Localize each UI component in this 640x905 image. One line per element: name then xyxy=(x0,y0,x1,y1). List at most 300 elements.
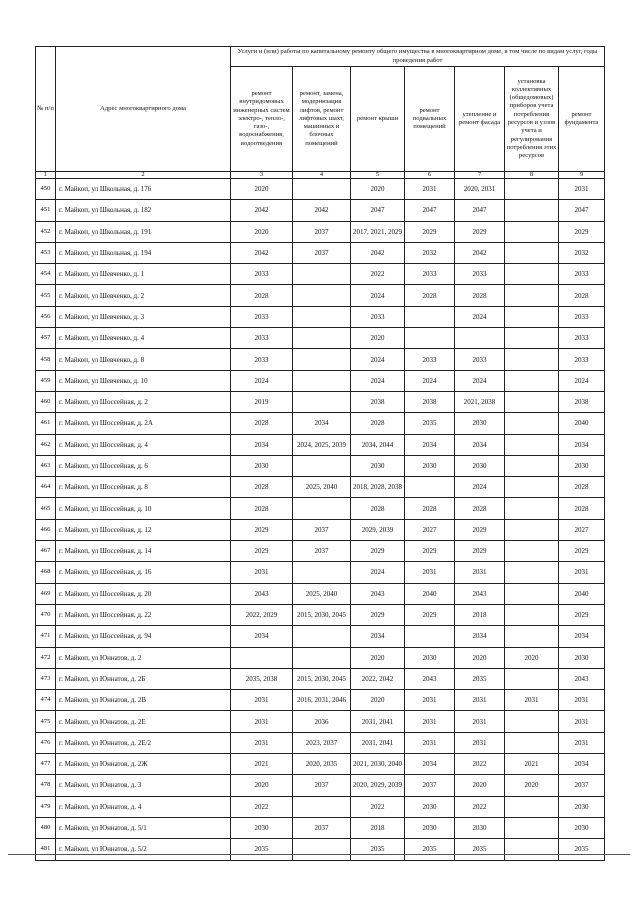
address-cell: г. Майкоп, ул Шевченко, д. 8 xyxy=(56,349,231,370)
meters-cell xyxy=(505,796,559,817)
facade-cell: 2031 xyxy=(455,562,505,583)
foundation-cell: 2028 xyxy=(559,477,605,498)
address-cell: г. Майкоп, ул Шевченко, д. 1 xyxy=(56,264,231,285)
basement-cell: 2034 xyxy=(405,754,455,775)
table-row xyxy=(36,732,605,753)
meters-cell xyxy=(505,583,559,604)
address-cell: г. Майкоп, ул Шевченко, д. 2 xyxy=(56,285,231,306)
table-row xyxy=(36,455,605,476)
table-row xyxy=(36,242,605,263)
row-number: 458 xyxy=(36,349,56,370)
table-row xyxy=(36,200,605,221)
elevators-cell: 2042 xyxy=(293,200,351,221)
roof-cell: 2031, 2041 xyxy=(351,711,405,732)
facade-cell: 2043 xyxy=(455,583,505,604)
row-number: 473 xyxy=(36,668,56,689)
row-number: 460 xyxy=(36,391,56,412)
engineering-systems-cell: 2029 xyxy=(231,519,293,540)
elevators-cell xyxy=(293,264,351,285)
elevators-cell xyxy=(293,306,351,327)
address-cell: г. Майкоп, ул Шоссейная, д. 10 xyxy=(56,498,231,519)
elevators-cell: 2015, 2030, 2045 xyxy=(293,604,351,625)
meters-cell xyxy=(505,370,559,391)
table-row xyxy=(36,583,605,604)
foundation-cell: 2030 xyxy=(559,647,605,668)
engineering-systems-cell: 2035, 2038 xyxy=(231,668,293,689)
facade-cell: 2024 xyxy=(455,306,505,327)
foundation-cell: 2030 xyxy=(559,455,605,476)
header-group: Услуги и (или) работы по капитальному ремонту общего имущества в многоквартирном доме, в том числе по видам услуг, годы проведения работ xyxy=(231,47,605,67)
roof-cell: 2029 xyxy=(351,541,405,562)
roof-cell: 2029 xyxy=(351,604,405,625)
roof-cell: 2034 xyxy=(351,626,405,647)
elevators-cell: 2016, 2031, 2046 xyxy=(293,690,351,711)
table-row xyxy=(36,519,605,540)
roof-cell: 2030 xyxy=(351,455,405,476)
foundation-cell: 2040 xyxy=(559,583,605,604)
table-row xyxy=(36,626,605,647)
basement-cell: 2037 xyxy=(405,775,455,796)
address-cell: г. Майкоп, ул Юннатов, д. 2Е/2 xyxy=(56,732,231,753)
table-row xyxy=(36,349,605,370)
column-number: 2 xyxy=(56,172,231,179)
table-row xyxy=(36,413,605,434)
table-row xyxy=(36,541,605,562)
facade-cell: 2020 xyxy=(455,647,505,668)
elevators-cell: 2024, 2025, 2039 xyxy=(293,434,351,455)
meters-cell xyxy=(505,455,559,476)
basement-cell: 2034 xyxy=(405,434,455,455)
facade-cell: 2020, 2031 xyxy=(455,179,505,200)
foundation-cell: 2033 xyxy=(559,264,605,285)
row-number: 475 xyxy=(36,711,56,732)
foundation-cell: 2035 xyxy=(559,839,605,860)
basement-cell: 2031 xyxy=(405,179,455,200)
address-cell: г. Майкоп, ул Шоссейная, д. 20 xyxy=(56,583,231,604)
address-cell: г. Майкоп, ул Шевченко, д. 4 xyxy=(56,328,231,349)
meters-cell xyxy=(505,711,559,732)
elevators-cell xyxy=(293,796,351,817)
basement-cell: 2038 xyxy=(405,391,455,412)
address-cell: г. Майкоп, ул Шоссейная, д. 16 xyxy=(56,562,231,583)
elevators-cell: 2015, 2030, 2045 xyxy=(293,668,351,689)
foundation-cell: 2033 xyxy=(559,349,605,370)
foundation-cell: 2024 xyxy=(559,370,605,391)
meters-cell xyxy=(505,434,559,455)
roof-cell: 2029, 2039 xyxy=(351,519,405,540)
address-cell: г. Майкоп, ул Школьная, д. 191 xyxy=(56,221,231,242)
column-number: 1 xyxy=(36,172,56,179)
engineering-systems-cell: 2028 xyxy=(231,477,293,498)
engineering-systems-cell: 2024 xyxy=(231,370,293,391)
facade-cell: 2030 xyxy=(455,817,505,838)
foundation-cell: 2037 xyxy=(559,775,605,796)
engineering-systems-cell: 2028 xyxy=(231,413,293,434)
address-cell: г. Майкоп, ул Шевченко, д. 3 xyxy=(56,306,231,327)
meters-cell xyxy=(505,391,559,412)
meters-cell xyxy=(505,349,559,370)
basement-cell: 2027 xyxy=(405,519,455,540)
facade-cell: 2029 xyxy=(455,519,505,540)
elevators-cell xyxy=(293,562,351,583)
basement-cell: 2040 xyxy=(405,583,455,604)
table-row xyxy=(36,775,605,796)
basement-cell xyxy=(405,328,455,349)
basement-cell: 2024 xyxy=(405,370,455,391)
roof-cell: 2042 xyxy=(351,242,405,263)
table-row xyxy=(36,562,605,583)
meters-cell: 2020 xyxy=(505,775,559,796)
column-number: 6 xyxy=(405,172,455,179)
engineering-systems-cell: 2035 xyxy=(231,839,293,860)
row-number: 452 xyxy=(36,221,56,242)
table-row xyxy=(36,647,605,668)
engineering-systems-cell: 2031 xyxy=(231,690,293,711)
row-number: 471 xyxy=(36,626,56,647)
elevators-cell: 2037 xyxy=(293,775,351,796)
basement-cell: 2030 xyxy=(405,647,455,668)
header-basement: ремонт подвальных помещений xyxy=(405,67,455,172)
elevators-cell xyxy=(293,328,351,349)
address-cell: г. Майкоп, ул Шоссейная, д. 6 xyxy=(56,455,231,476)
roof-cell: 2034, 2044 xyxy=(351,434,405,455)
elevators-cell xyxy=(293,626,351,647)
address-cell: г. Майкоп, ул Юннатов, д. 5/1 xyxy=(56,817,231,838)
address-cell: г. Майкоп, ул Юннатов, д. 5/2 xyxy=(56,839,231,860)
row-number: 480 xyxy=(36,817,56,838)
column-number: 3 xyxy=(231,172,293,179)
facade-cell: 2033 xyxy=(455,264,505,285)
foundation-cell: 2030 xyxy=(559,817,605,838)
basement-cell: 2028 xyxy=(405,498,455,519)
header-address: Адрес многоквартирного дома xyxy=(56,47,231,172)
table-row xyxy=(36,690,605,711)
facade-cell: 2047 xyxy=(455,200,505,221)
roof-cell: 2018 xyxy=(351,817,405,838)
facade-cell: 2031 xyxy=(455,711,505,732)
engineering-systems-cell: 2033 xyxy=(231,328,293,349)
table-row xyxy=(36,711,605,732)
elevators-cell xyxy=(293,839,351,860)
roof-cell: 2017, 2021, 2029 xyxy=(351,221,405,242)
header-meters: установка коллективных (общедомовых) приборов учета потребления ресурсов и узлов учета и регулирования потребления этих ресурсов xyxy=(505,67,559,172)
row-number: 465 xyxy=(36,498,56,519)
facade-cell: 2021, 2038 xyxy=(455,391,505,412)
elevators-cell xyxy=(293,391,351,412)
address-cell: г. Майкоп, ул Юннатов, д. 4 xyxy=(56,796,231,817)
basement-cell: 2033 xyxy=(405,264,455,285)
meters-cell xyxy=(505,498,559,519)
page-cutoff xyxy=(0,861,640,905)
facade-cell: 2028 xyxy=(455,285,505,306)
foundation-cell: 2034 xyxy=(559,754,605,775)
row-number: 454 xyxy=(36,264,56,285)
table-row xyxy=(36,391,605,412)
foundation-cell: 2028 xyxy=(559,285,605,306)
address-cell: г. Майкоп, ул Юннатов, д. 2Е xyxy=(56,711,231,732)
address-cell: г. Майкоп, ул Юннатов, д. 2Б xyxy=(56,668,231,689)
table-row xyxy=(36,306,605,327)
engineering-systems-cell: 2028 xyxy=(231,498,293,519)
basement-cell xyxy=(405,306,455,327)
meters-cell xyxy=(505,221,559,242)
facade-cell: 2033 xyxy=(455,349,505,370)
column-number: 4 xyxy=(293,172,351,179)
table-row xyxy=(36,604,605,625)
foundation-cell: 2047 xyxy=(559,200,605,221)
foundation-cell: 2030 xyxy=(559,796,605,817)
roof-cell: 2022 xyxy=(351,796,405,817)
foundation-cell: 2032 xyxy=(559,242,605,263)
row-number: 455 xyxy=(36,285,56,306)
basement-cell: 2030 xyxy=(405,796,455,817)
facade-cell: 2042 xyxy=(455,242,505,263)
facade-cell: 2035 xyxy=(455,839,505,860)
basement-cell: 2029 xyxy=(405,604,455,625)
elevators-cell xyxy=(293,370,351,391)
meters-cell xyxy=(505,413,559,434)
elevators-cell: 2025, 2040 xyxy=(293,477,351,498)
roof-cell: 2020 xyxy=(351,328,405,349)
header-foundation: ремонт фундамента xyxy=(559,67,605,172)
table-row xyxy=(36,477,605,498)
foundation-cell: 2040 xyxy=(559,413,605,434)
basement-cell: 2031 xyxy=(405,690,455,711)
roof-cell: 2038 xyxy=(351,391,405,412)
capital-repair-table xyxy=(35,46,605,861)
meters-cell xyxy=(505,519,559,540)
foundation-cell: 2038 xyxy=(559,391,605,412)
engineering-systems-cell: 2031 xyxy=(231,562,293,583)
meters-cell: 2020 xyxy=(505,647,559,668)
foundation-cell: 2033 xyxy=(559,306,605,327)
engineering-systems-cell: 2034 xyxy=(231,434,293,455)
roof-cell: 2020 xyxy=(351,647,405,668)
address-cell: г. Майкоп, ул Шоссейная, д. 4 xyxy=(56,434,231,455)
elevators-cell: 2025, 2040 xyxy=(293,583,351,604)
header-number: № п/п xyxy=(36,47,56,172)
table-row xyxy=(36,285,605,306)
engineering-systems-cell: 2022 xyxy=(231,796,293,817)
engineering-systems-cell: 2020 xyxy=(231,221,293,242)
address-cell: г. Майкоп, ул Шевченко, д. 10 xyxy=(56,370,231,391)
elevators-cell: 2037 xyxy=(293,817,351,838)
facade-cell: 2020 xyxy=(455,775,505,796)
engineering-systems-cell: 2042 xyxy=(231,200,293,221)
column-numbers-row xyxy=(36,172,605,179)
roof-cell: 2024 xyxy=(351,285,405,306)
foundation-cell: 2031 xyxy=(559,179,605,200)
elevators-cell: 2037 xyxy=(293,242,351,263)
basement-cell: 2033 xyxy=(405,349,455,370)
facade-cell: 2034 xyxy=(455,626,505,647)
meters-cell xyxy=(505,839,559,860)
row-number: 472 xyxy=(36,647,56,668)
foundation-cell: 2034 xyxy=(559,434,605,455)
address-cell: г. Майкоп, ул Шоссейная, д. 12 xyxy=(56,519,231,540)
engineering-systems-cell: 2033 xyxy=(231,349,293,370)
engineering-systems-cell: 2030 xyxy=(231,455,293,476)
meters-cell xyxy=(505,200,559,221)
header-facade: утепление и ремонт фасада xyxy=(455,67,505,172)
address-cell: г. Майкоп, ул Шоссейная, д. 94 xyxy=(56,626,231,647)
address-cell: г. Майкоп, ул Юннатов, д. 2В xyxy=(56,690,231,711)
row-number: 476 xyxy=(36,732,56,753)
engineering-systems-cell: 2019 xyxy=(231,391,293,412)
row-number: 457 xyxy=(36,328,56,349)
facade-cell: 2034 xyxy=(455,434,505,455)
engineering-systems-cell: 2031 xyxy=(231,732,293,753)
engineering-systems-cell xyxy=(231,647,293,668)
elevators-cell: 2037 xyxy=(293,519,351,540)
basement-cell: 2031 xyxy=(405,562,455,583)
basement-cell: 2047 xyxy=(405,200,455,221)
header-engineering-systems: ремонт внутридомовых инженерных систем электро-, тепло-, газо-, водоснабжения, водоотведения xyxy=(231,67,293,172)
row-number: 481 xyxy=(36,839,56,860)
meters-cell: 2021 xyxy=(505,754,559,775)
roof-cell: 2024 xyxy=(351,370,405,391)
meters-cell xyxy=(505,477,559,498)
facade-cell: 2029 xyxy=(455,221,505,242)
meters-cell xyxy=(505,285,559,306)
table-row xyxy=(36,839,605,860)
foundation-cell: 2029 xyxy=(559,541,605,562)
row-number: 451 xyxy=(36,200,56,221)
engineering-systems-cell: 2033 xyxy=(231,264,293,285)
facade-cell: 2031 xyxy=(455,690,505,711)
column-number: 9 xyxy=(559,172,605,179)
elevators-cell: 2037 xyxy=(293,221,351,242)
facade-cell: 2031 xyxy=(455,732,505,753)
basement-cell: 2029 xyxy=(405,221,455,242)
address-cell: г. Майкоп, ул Шоссейная, д. 2 xyxy=(56,391,231,412)
basement-cell: 2030 xyxy=(405,817,455,838)
address-cell: г. Майкоп, ул Шоссейная, д. 14 xyxy=(56,541,231,562)
foundation-cell: 2034 xyxy=(559,626,605,647)
roof-cell: 2020, 2029, 2039 xyxy=(351,775,405,796)
foundation-cell: 2029 xyxy=(559,604,605,625)
elevators-cell: 2023, 2037 xyxy=(293,732,351,753)
column-number: 8 xyxy=(505,172,559,179)
row-number: 474 xyxy=(36,690,56,711)
foundation-cell: 2027 xyxy=(559,519,605,540)
basement-cell: 2035 xyxy=(405,413,455,434)
facade-cell: 2022 xyxy=(455,754,505,775)
basement-cell xyxy=(405,477,455,498)
basement-cell: 2029 xyxy=(405,541,455,562)
table-header xyxy=(36,47,605,179)
row-number: 462 xyxy=(36,434,56,455)
roof-cell: 2022 xyxy=(351,264,405,285)
row-number: 477 xyxy=(36,754,56,775)
meters-cell: 2031 xyxy=(505,690,559,711)
basement-cell: 2032 xyxy=(405,242,455,263)
basement-cell: 2030 xyxy=(405,455,455,476)
engineering-systems-cell: 2033 xyxy=(231,306,293,327)
meters-cell xyxy=(505,562,559,583)
elevators-cell: 2020, 2035 xyxy=(293,754,351,775)
roof-cell: 2022, 2042 xyxy=(351,668,405,689)
address-cell: г. Майкоп, ул Школьная, д. 182 xyxy=(56,200,231,221)
elevators-cell: 2034 xyxy=(293,413,351,434)
row-number: 461 xyxy=(36,413,56,434)
basement-cell: 2028 xyxy=(405,285,455,306)
facade-cell: 2018 xyxy=(455,604,505,625)
address-cell: г. Майкоп, ул Шоссейная, д. 22 xyxy=(56,604,231,625)
foundation-cell: 2028 xyxy=(559,498,605,519)
engineering-systems-cell: 2042 xyxy=(231,242,293,263)
roof-cell: 2028 xyxy=(351,498,405,519)
facade-cell: 2024 xyxy=(455,370,505,391)
table-row xyxy=(36,328,605,349)
basement-cell: 2035 xyxy=(405,839,455,860)
roof-cell: 2035 xyxy=(351,839,405,860)
foundation-cell: 2033 xyxy=(559,328,605,349)
roof-cell: 2047 xyxy=(351,200,405,221)
elevators-cell xyxy=(293,647,351,668)
elevators-cell: 2036 xyxy=(293,711,351,732)
elevators-cell: 2037 xyxy=(293,541,351,562)
elevators-cell xyxy=(293,349,351,370)
address-cell: г. Майкоп, ул Школьная, д. 194 xyxy=(56,242,231,263)
engineering-systems-cell: 2022, 2029 xyxy=(231,604,293,625)
row-number: 450 xyxy=(36,179,56,200)
row-number: 469 xyxy=(36,583,56,604)
meters-cell xyxy=(505,668,559,689)
elevators-cell xyxy=(293,285,351,306)
elevators-cell xyxy=(293,455,351,476)
elevators-cell xyxy=(293,179,351,200)
roof-cell: 2031, 2041 xyxy=(351,732,405,753)
address-cell: г. Майкоп, ул Школьная, д. 176 xyxy=(56,179,231,200)
row-number: 468 xyxy=(36,562,56,583)
table-row xyxy=(36,498,605,519)
roof-cell: 2024 xyxy=(351,562,405,583)
roof-cell: 2028 xyxy=(351,413,405,434)
engineering-systems-cell: 2034 xyxy=(231,626,293,647)
engineering-systems-cell: 2020 xyxy=(231,775,293,796)
facade-cell: 2030 xyxy=(455,455,505,476)
table-row xyxy=(36,264,605,285)
row-number: 478 xyxy=(36,775,56,796)
meters-cell xyxy=(505,306,559,327)
table-row xyxy=(36,370,605,391)
roof-cell: 2018, 2028, 2038 xyxy=(351,477,405,498)
basement-cell: 2043 xyxy=(405,668,455,689)
header-roof: ремонт крыши xyxy=(351,67,405,172)
facade-cell: 2035 xyxy=(455,668,505,689)
meters-cell xyxy=(505,817,559,838)
table-row xyxy=(36,668,605,689)
column-number: 5 xyxy=(351,172,405,179)
meters-cell xyxy=(505,604,559,625)
roof-cell: 2020 xyxy=(351,179,405,200)
engineering-systems-cell: 2031 xyxy=(231,711,293,732)
engineering-systems-cell: 2043 xyxy=(231,583,293,604)
foundation-cell: 2031 xyxy=(559,732,605,753)
roof-cell: 2033 xyxy=(351,306,405,327)
row-number: 464 xyxy=(36,477,56,498)
basement-cell: 2031 xyxy=(405,732,455,753)
header-elevators: ремонт, замена, модернизация лифтов, ремонт лифтовых шахт, машинных и блочных помещений xyxy=(293,67,351,172)
facade-cell: 2030 xyxy=(455,413,505,434)
row-number: 467 xyxy=(36,541,56,562)
foundation-cell: 2031 xyxy=(559,690,605,711)
meters-cell xyxy=(505,626,559,647)
facade-cell xyxy=(455,328,505,349)
address-cell: г. Майкоп, ул Шоссейная, д. 2А xyxy=(56,413,231,434)
meters-cell xyxy=(505,242,559,263)
